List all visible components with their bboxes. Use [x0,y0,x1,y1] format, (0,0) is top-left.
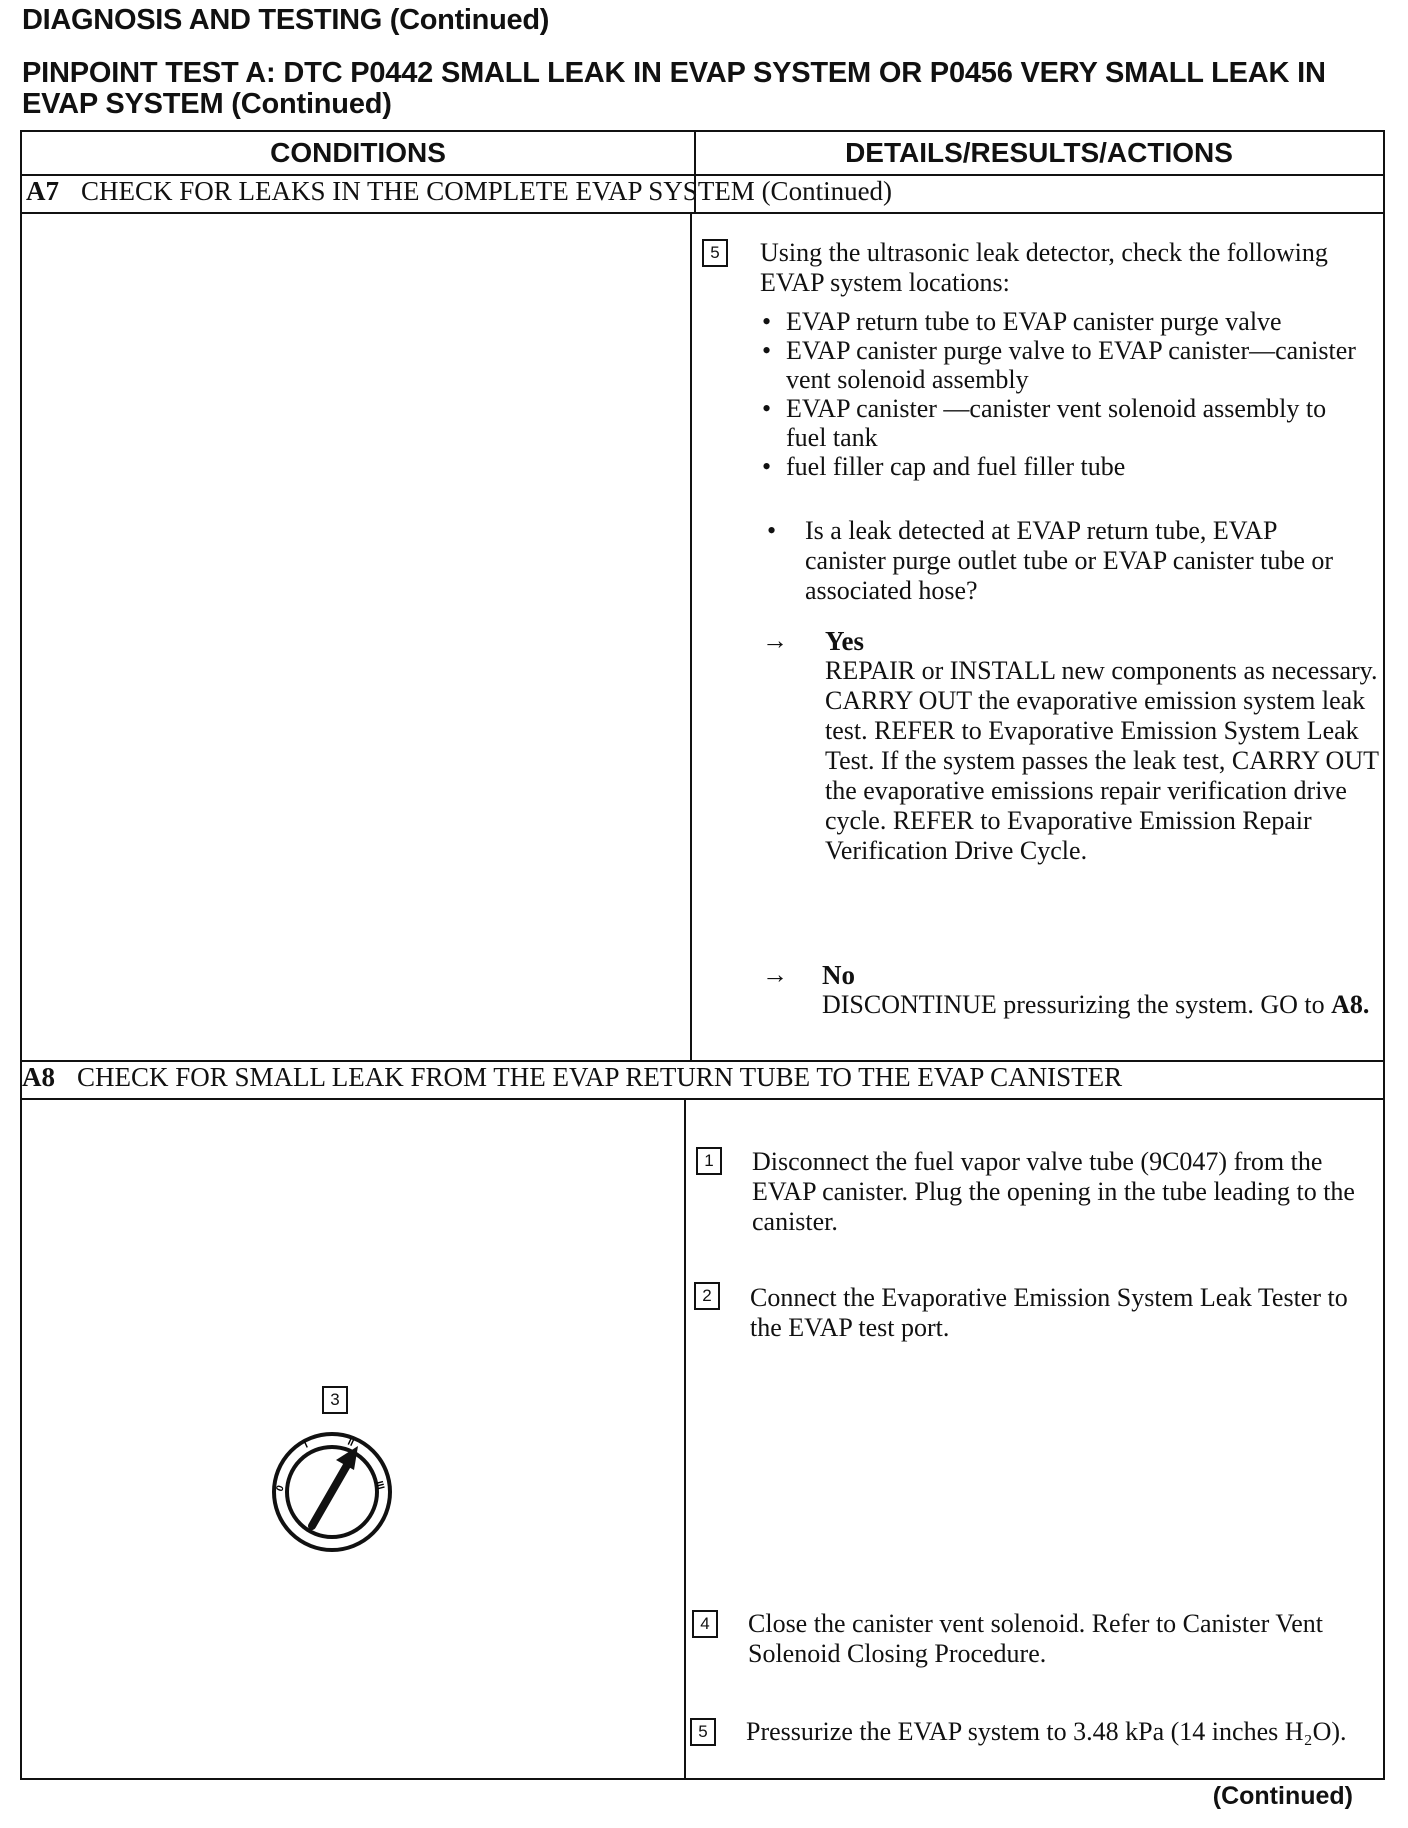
a7-location-item: • fuel filler cap and fuel filler tube [760,452,1360,481]
a7-location-item: • EVAP canister —canister vent solenoid assembly to fuel tank [760,394,1360,452]
a8-title-rule [22,1098,1383,1100]
a7-section-title [26,176,892,207]
conditions-column-header: CONDITIONS [270,137,446,168]
continued-footer: (Continued) [1212,1782,1353,1810]
a8-step-id: A8 [22,1062,55,1092]
a8-step4-number: 4 [692,1610,718,1638]
pinpoint-test-title: PINPOINT TEST A: DTC P0442 SMALL LEAK IN EVAP SYSTEM OR P0456 VERY SMALL LEAK IN EVAP SYSTEM (Continued) [22,57,1326,120]
ignition-position-label: III [373,1479,386,1491]
no-action-body: DISCONTINUE pressurizing the system. GO to [822,990,1325,1019]
a8-step5-number: 5 [690,1718,716,1746]
no-label: No [822,960,855,990]
a8-step1-text: Disconnect the fuel vapor valve tube (9C047) from the EVAP canister. Plug the opening in the tube leading to the canister. [752,1147,1355,1236]
no-action-text [822,990,1382,1020]
a7-question-text: Is a leak detected at EVAP return tube, EVAP canister purge outlet tube or EVAP canister tube or associated hose? [805,516,1334,605]
ignition-position-label: 0 [274,1484,287,1494]
ignition-switch-icon [262,1422,402,1562]
a7-divider [690,212,692,1060]
diagnostic-table [20,130,1385,1780]
yes-arrow-icon: → [762,626,788,655]
a8-step1-number: 1 [696,1147,722,1175]
a7-location-list [760,307,1360,481]
a7-step-title: CHECK FOR LEAKS IN THE COMPLETE EVAP SYSTEM (Continued) [81,176,893,206]
ignition-position-label: II [345,1436,356,1450]
yes-label: Yes [825,626,864,656]
a7-step-id: A7 [26,176,59,206]
a8-section-title [22,1062,1122,1093]
a8-divider [684,1098,686,1780]
page-header-title: DIAGNOSIS AND TESTING (Continued) [22,4,550,36]
a7-location-item: • EVAP return tube to EVAP canister purge valve [760,307,1360,336]
a8-step3-number: 3 [322,1386,348,1414]
a8-step5-text: Pressurize the EVAP system to 3.48 kPa (14 inches H₂O). [746,1717,1347,1746]
a8-step2-text: Connect the Evaporative Emission System Leak Tester to the EVAP test port. [750,1283,1348,1342]
details-column-header: DETAILS/RESULTS/ACTIONS [845,137,1233,168]
no-arrow-icon: → [762,960,788,989]
ignition-position-label: I [302,1439,310,1451]
a7-title-rule [22,212,1383,214]
question-bullet: • [767,516,777,545]
no-action-link: A8. [1331,990,1370,1019]
yes-action-text: REPAIR or INSTALL new components as necessary. CARRY OUT the evaporative emission system leak test. REFER to Evaporative Emission System Leak Test. If the system passes the leak test, CARRY OUT the evaporative emissions repair verification drive cycle. REFER to Evaporative Emission Repair Verification Drive Cycle. [825,656,1379,865]
a7-step5-text: Using the ultrasonic leak detector, check the following EVAP system locations: [760,238,1328,297]
a8-step4-text: Close the canister vent solenoid. Refer to Canister Vent Solenoid Closing Procedure. [748,1609,1323,1668]
a8-step2-number: 2 [694,1282,720,1310]
a7-step5-number: 5 [702,239,728,267]
a7-location-item: • EVAP canister purge valve to EVAP canister—canister vent solenoid assembly [760,336,1360,394]
a7-question [767,516,1360,606]
a8-step-title: CHECK FOR SMALL LEAK FROM THE EVAP RETURN TUBE TO THE EVAP CANISTER [77,1062,1123,1092]
